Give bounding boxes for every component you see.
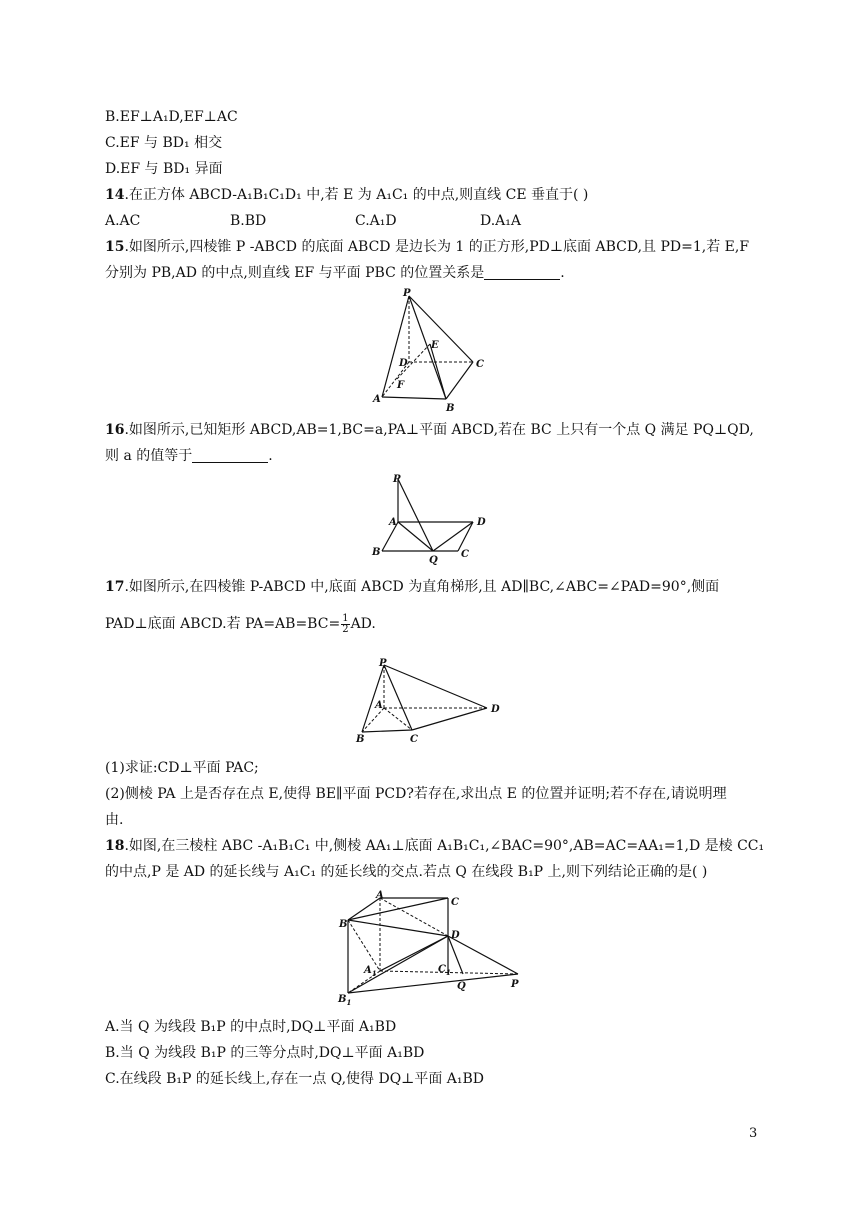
q17-figure	[350, 655, 510, 745]
label-a1: $A_1$	[364, 965, 377, 978]
label-d: D	[491, 704, 500, 715]
q17-part2-line1: (2)侧棱 PA 上是否存在点 E,使得 BE∥平面 PCD?若存在,求出点 E 的位置并证明;若不存在,请说明理	[105, 786, 727, 802]
q17-stem-line2	[105, 612, 376, 636]
question-number: 14	[105, 187, 125, 203]
question-text: .如图,在三棱柱 ABC -A₁B₁C₁ 中,侧棱 AA₁⊥底面 A₁B₁C₁,∠BAC=90°,AB=AC=AA₁=1,D 是棱 CC₁	[124, 838, 765, 854]
label-d: D	[477, 517, 486, 528]
label-c: C	[451, 897, 459, 908]
q17-stem-line1	[105, 577, 719, 597]
question-number: 17	[105, 579, 125, 595]
question-number: 18	[105, 838, 125, 854]
q14-stem	[105, 185, 588, 205]
label-b: B	[372, 547, 381, 558]
fraction-denominator: 2	[342, 623, 349, 635]
q18-stem-line2: 的中点,P 是 AD 的延长线与 A₁C₁ 的延长线的交点.若点 Q 在线段 B₁P 上,则下列结论正确的是( )	[105, 864, 708, 880]
q15-stem-line2	[105, 263, 565, 283]
answer-blank[interactable]	[484, 265, 560, 280]
label-q: Q	[429, 555, 438, 565]
q18-option-b: B.当 Q 为线段 B₁P 的三等分点时,DQ⊥平面 A₁BD	[105, 1045, 425, 1061]
fraction-numerator: 1	[342, 612, 349, 624]
label-p: P	[403, 288, 411, 299]
page-number: 3	[749, 1126, 758, 1141]
label-c: C	[410, 734, 418, 745]
question-text: 分别为 PB,AD 的中点,则直线 EF 与平面 PBC 的位置关系是	[105, 265, 485, 281]
pyramid-diagram	[370, 287, 490, 417]
label-p: P	[511, 979, 519, 990]
label-a: A	[389, 517, 397, 528]
rectangle-pa-diagram	[365, 470, 495, 565]
label-d: D	[399, 358, 408, 369]
q15-figure	[370, 287, 490, 417]
q18-option-c: C.在线段 B₁P 的延长线上,存在一点 Q,使得 DQ⊥平面 A₁BD	[105, 1071, 485, 1087]
label-p: P	[379, 658, 387, 669]
trapezoid-pyramid-diagram	[350, 655, 510, 745]
q17-part2-line2: 由.	[105, 812, 124, 828]
label-a: A	[375, 700, 383, 711]
q18-figure	[335, 888, 530, 1008]
q13-option-b: B.EF⊥A₁D,EF⊥AC	[105, 109, 238, 125]
q17-part1: (1)求证:CD⊥平面 PAC;	[105, 760, 259, 776]
label-a: A	[376, 890, 384, 901]
answer-blank[interactable]	[192, 448, 268, 463]
q14-option-c: C.A₁D	[355, 213, 397, 229]
label-c: C	[476, 359, 484, 370]
label-a: A	[373, 394, 381, 405]
q15-stem-line1	[105, 237, 749, 257]
question-number: 15	[105, 239, 125, 255]
question-text: .如图所示,在四棱锥 P-ABCD 中,底面 ABCD 为直角梯形,且 AD∥BC,∠ABC=∠PAD=90°,侧面	[124, 579, 720, 595]
label-p: P	[393, 474, 401, 485]
label-b: B	[446, 403, 455, 414]
label-c1: $C_1$	[438, 964, 451, 977]
label-d: D	[451, 930, 460, 941]
q16-stem-line1	[105, 420, 754, 440]
question-text: .在正方体 ABCD-A₁B₁C₁D₁ 中,若 E 为 A₁C₁ 的中点,则直线 CE 垂直于( )	[124, 187, 589, 203]
period: .	[268, 448, 273, 464]
question-text: .如图所示,已知矩形 ABCD,AB=1,BC=a,PA⊥平面 ABCD,若在 BC 上只有一个点 Q 满足 PQ⊥QD,	[124, 422, 754, 438]
label-e: E	[431, 340, 439, 351]
q14-option-a: A.AC	[105, 213, 141, 229]
question-text: .如图所示,四棱锥 P -ABCD 的底面 ABCD 是边长为 1 的正方形,PD⊥底面 ABCD,且 PD=1,若 E,F	[124, 239, 750, 255]
q16-figure	[365, 470, 495, 565]
q14-options	[105, 211, 605, 231]
question-text: AD.	[350, 616, 376, 632]
label-b1: $B_1$	[338, 994, 352, 1007]
fraction-one-half	[341, 614, 349, 635]
q18-stem-line1	[105, 836, 764, 856]
prism-diagram	[335, 888, 530, 1008]
period: .	[560, 265, 565, 281]
label-b: B	[356, 734, 365, 745]
label-c: C	[461, 549, 469, 560]
question-text: PAD⊥底面 ABCD.若 PA=AB=BC=	[105, 616, 341, 632]
q16-stem-line2	[105, 446, 273, 466]
q13-option-d: D.EF 与 BD₁ 异面	[105, 161, 223, 177]
question-text: 则 a 的值等于	[105, 448, 193, 464]
q14-option-d: D.A₁A	[480, 213, 522, 229]
question-number: 16	[105, 422, 125, 438]
q18-option-a: A.当 Q 为线段 B₁P 的中点时,DQ⊥平面 A₁BD	[105, 1019, 397, 1035]
label-b: B	[339, 919, 348, 930]
label-q: Q	[457, 981, 466, 992]
q13-option-c: C.EF 与 BD₁ 相交	[105, 135, 223, 151]
q14-option-b: B.BD	[230, 213, 267, 229]
label-f: F	[397, 380, 405, 391]
